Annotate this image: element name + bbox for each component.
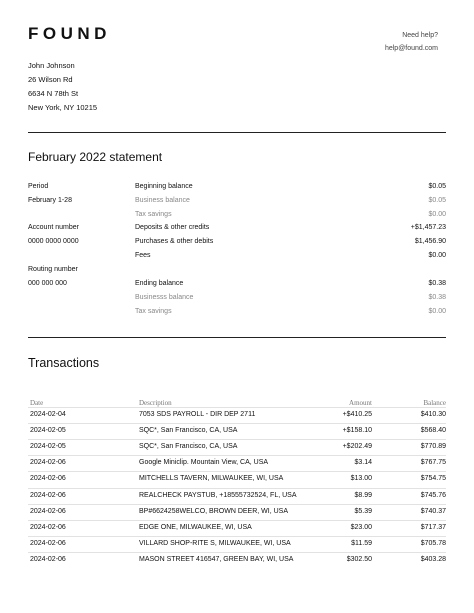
row-amount: +$158.10 bbox=[342, 427, 372, 434]
row-divider bbox=[28, 504, 446, 505]
summary-value-ending-balance: $0.38 bbox=[428, 280, 446, 287]
row-balance: $754.75 bbox=[420, 475, 446, 482]
row-date: 2024-02-06 bbox=[30, 459, 66, 466]
row-amount: $13.00 bbox=[350, 475, 372, 482]
summary-value-ending-business-balance: $0.38 bbox=[428, 294, 446, 301]
row-description: REALCHECK PAYSTUB, +18555732524, FL, USA bbox=[139, 492, 297, 499]
row-description: Google Miniclip. Mountain View, CA, USA bbox=[139, 459, 269, 466]
summary-label-purchases: Purchases & other debits bbox=[135, 238, 214, 245]
need-help-label: Need help? bbox=[402, 32, 438, 39]
row-balance: $767.75 bbox=[420, 459, 446, 466]
row-description: SQC*, San Francisco, CA, USA bbox=[139, 443, 238, 450]
summary-value-ending-tax-savings: $0.00 bbox=[428, 308, 446, 315]
row-divider bbox=[28, 552, 446, 553]
row-date: 2024-02-06 bbox=[30, 492, 66, 499]
address-line-3: New York, NY 10215 bbox=[28, 103, 98, 112]
address-name: John Johnson bbox=[28, 61, 75, 70]
row-balance: $745.76 bbox=[420, 492, 446, 499]
address-line-2: 6634 N 78th St bbox=[28, 89, 79, 98]
row-balance: $740.37 bbox=[420, 508, 446, 515]
row-date: 2024-02-06 bbox=[30, 508, 66, 515]
address-line-1: 26 Wilson Rd bbox=[28, 75, 73, 84]
row-amount: +$202.49 bbox=[342, 443, 372, 450]
column-header-description: Description bbox=[139, 399, 172, 407]
row-description: MITCHELLS TAVERN, MILWAUKEE, WI, USA bbox=[139, 475, 284, 482]
column-header-date: Date bbox=[30, 399, 44, 407]
row-balance: $770.89 bbox=[420, 443, 446, 450]
period-value: February 1-28 bbox=[28, 197, 72, 204]
row-divider bbox=[28, 423, 446, 424]
row-date: 2024-02-05 bbox=[30, 443, 66, 450]
help-email-link[interactable]: help@found.com bbox=[384, 45, 438, 52]
row-balance: $717.37 bbox=[420, 524, 446, 531]
summary-label-ending-business-balance: Businesss balance bbox=[135, 294, 194, 301]
row-balance: $403.28 bbox=[420, 556, 446, 563]
row-divider bbox=[28, 520, 446, 521]
row-date: 2024-02-05 bbox=[30, 427, 66, 434]
statement-title: February 2022 statement bbox=[28, 150, 163, 164]
column-header-balance: Balance bbox=[423, 399, 446, 407]
row-amount: $5.39 bbox=[354, 508, 372, 515]
row-date: 2024-02-06 bbox=[30, 556, 66, 563]
row-amount: +$410.25 bbox=[342, 411, 372, 418]
divider bbox=[28, 337, 446, 338]
summary-label-beginning-balance: Beginning balance bbox=[135, 183, 193, 190]
row-date: 2024-02-06 bbox=[30, 475, 66, 482]
divider bbox=[28, 132, 446, 133]
summary-value-purchases: $1,456.90 bbox=[414, 238, 446, 245]
period-label: Period bbox=[28, 183, 49, 190]
row-divider bbox=[28, 488, 446, 489]
row-amount: $11.59 bbox=[351, 540, 372, 547]
row-description: MASON STREET 416547, GREEN BAY, WI, USA bbox=[139, 556, 294, 563]
row-divider bbox=[28, 407, 446, 408]
row-divider bbox=[28, 455, 446, 456]
row-balance: $568.40 bbox=[420, 427, 446, 434]
summary-value-tax-savings: $0.00 bbox=[428, 211, 446, 218]
row-amount: $302.50 bbox=[346, 556, 372, 563]
summary-label-ending-balance: Ending balance bbox=[135, 280, 184, 287]
row-divider bbox=[28, 439, 446, 440]
routing-number-label: Routing number bbox=[28, 266, 78, 273]
account-number-label: Account number bbox=[28, 224, 79, 231]
routing-number-value: 000 000 000 bbox=[28, 280, 67, 287]
row-date: 2024-02-06 bbox=[30, 540, 66, 547]
row-amount: $8.99 bbox=[354, 492, 372, 499]
summary-value-business-balance: $0.05 bbox=[428, 197, 446, 204]
account-number-value: 0000 0000 0000 bbox=[28, 238, 79, 245]
row-description: EDGE ONE, MILWAUKEE, WI, USA bbox=[139, 524, 252, 531]
row-date: 2024-02-06 bbox=[30, 524, 66, 531]
summary-label-ending-tax-savings: Tax savings bbox=[135, 308, 172, 315]
summary-value-fees: $0.00 bbox=[428, 252, 446, 259]
found-logo: FOUND bbox=[28, 24, 111, 43]
row-description: SQC*, San Francisco, CA, USA bbox=[139, 427, 238, 434]
row-divider bbox=[28, 471, 446, 472]
column-header-amount: Amount bbox=[349, 399, 372, 407]
summary-label-fees: Fees bbox=[135, 252, 151, 259]
row-description: VILLARD SHOP-RITE S, MILWAUKEE, WI, USA bbox=[139, 540, 291, 547]
summary-label-deposits: Deposits & other credits bbox=[135, 224, 210, 231]
row-description: BP#6624258WELCO, BROWN DEER, WI, USA bbox=[139, 508, 288, 515]
row-balance: $410.30 bbox=[420, 411, 446, 418]
summary-value-deposits: +$1,457.23 bbox=[410, 224, 446, 231]
summary-label-tax-savings: Tax savings bbox=[135, 211, 172, 218]
row-divider bbox=[28, 536, 446, 537]
row-date: 2024-02-04 bbox=[30, 411, 66, 418]
transactions-title: Transactions bbox=[28, 356, 100, 370]
summary-label-business-balance: Business balance bbox=[135, 197, 190, 204]
row-amount: $23.00 bbox=[350, 524, 372, 531]
row-description: 7053 SDS PAYROLL - DIR DEP 2711 bbox=[139, 411, 256, 418]
row-balance: $705.78 bbox=[420, 540, 446, 547]
row-amount: $3.14 bbox=[354, 459, 372, 466]
summary-value-beginning-balance: $0.05 bbox=[428, 183, 446, 190]
